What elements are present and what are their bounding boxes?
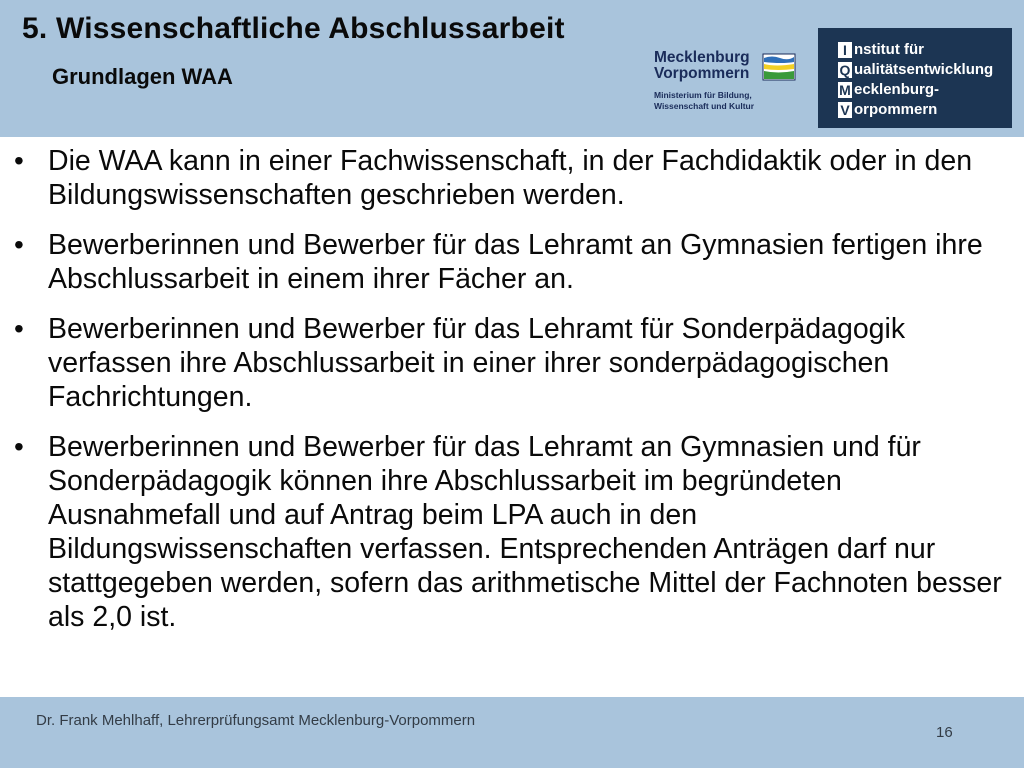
mv-logo-line2: Vorpommern xyxy=(654,65,750,82)
iqmv-row xyxy=(838,80,939,100)
iqmv-word: ualitätsentwicklung xyxy=(854,61,994,78)
mv-logo-line1: Mecklenburg xyxy=(654,49,750,66)
iqmv-initial: V xyxy=(838,102,852,118)
bullet-marker: • xyxy=(14,431,24,462)
iqmv-row xyxy=(838,60,993,80)
iqmv-initial: M xyxy=(839,82,851,98)
iqmv-word: ecklenburg- xyxy=(854,81,940,98)
iqmv-word: orpommern xyxy=(854,101,938,118)
bullet-list xyxy=(6,144,1006,650)
bullet-item xyxy=(6,144,1006,212)
bullet-text: Bewerberinnen und Bewerber für das Lehramt für Sonderpädagogik verfassen ihre Abschlussarbeit in einer ihrer sonderpädagogischen Fachrichtungen. xyxy=(48,313,906,413)
mv-ministry-logo xyxy=(652,48,802,116)
mv-ministry-line2: Wissenschaft und Kultur xyxy=(654,101,755,111)
bullet-marker: • xyxy=(14,313,24,344)
iqmv-initial: Q xyxy=(839,62,851,78)
footer-author: Dr. Frank Mehlhaff, Lehrerprüfungsamt Mecklenburg-Vorpommern xyxy=(36,712,476,729)
header-band xyxy=(0,0,1024,137)
bullet-item xyxy=(6,430,1006,634)
bullet-marker: • xyxy=(14,229,24,260)
iqmv-word: nstitut für xyxy=(854,41,924,58)
bullet-text: Bewerberinnen und Bewerber für das Lehramt an Gymnasien und für Sonderpädagogik können ihre Abschlussarbeit im begründeten Ausnahmefall und auf Antrag beim LPA auch in den Bildungswissenschaften verfassen. Entsprechenden Anträgen darf nur stattgegeben werden, sofern das arithmetische Mittel der Fachnoten besser als 2,0 ist. xyxy=(48,431,1002,633)
mv-flag-icon xyxy=(760,52,798,84)
bullet-item xyxy=(6,228,1006,296)
iqmv-row xyxy=(838,100,937,120)
bullet-item xyxy=(6,312,1006,414)
footer-band xyxy=(0,697,1024,768)
bullet-text: Bewerberinnen und Bewerber für das Lehramt an Gymnasien fertigen ihre Abschlussarbeit in einem ihrer Fächer an. xyxy=(48,229,983,295)
iqmv-row xyxy=(838,40,924,60)
slide-title: 5. Wissenschaftliche Abschlussarbeit xyxy=(22,12,565,45)
bullet-marker: • xyxy=(14,145,24,176)
slide-subtitle: Grundlagen WAA xyxy=(52,64,233,89)
iqmv-initial: I xyxy=(838,42,852,58)
bullet-text: Die WAA kann in einer Fachwissenschaft, in der Fachdidaktik oder in den Bildungswissenschaften geschrieben werden. xyxy=(48,145,973,211)
mv-ministry-line1: Ministerium für Bildung, xyxy=(654,90,752,100)
iqmv-logo xyxy=(818,28,1012,128)
page-number: 16 xyxy=(936,724,953,741)
